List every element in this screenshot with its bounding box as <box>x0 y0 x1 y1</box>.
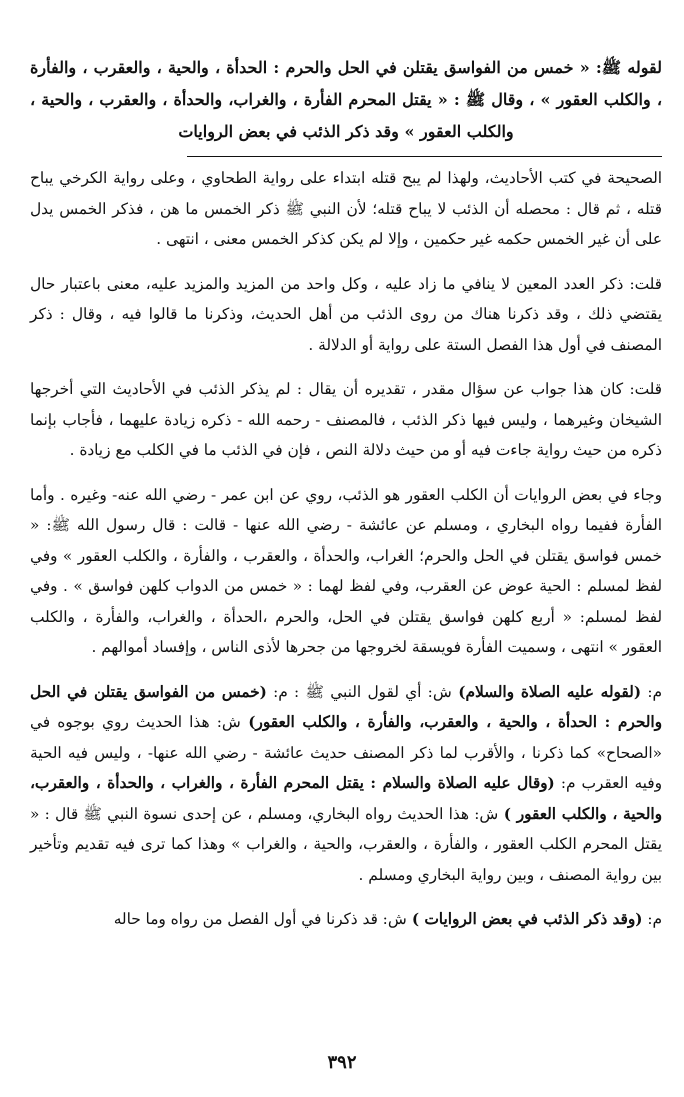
commentary-text: ش: هذا الحديث روي بوجوه في «الصحاح» كما ذكرنا ، والأقرب لما ذكر المصنف حديث عائشة - رضي الله عنها- ، وليس فيه الحية وفيه العقرب م: <box>30 713 662 792</box>
commentary-text: قلت: كان هذا جواب عن سؤال مقدر ، تقديره أن يقال : لم يذكر الذئب في الأحاديث التي أخرجها الشيخان وغيرهما ، وليس فيها ذكر الذئب ، فالمصنف - رحمه الله - ذكره زيادة عليهما ، فأجاب بإنما ذكره من حيث رواية جاءت فيه أو من حيث دلالة النص ، فإن في الذئب ما في الكلب مع زيادة . <box>30 380 662 459</box>
commentary-text: ش: هذا الحديث رواه البخاري، ومسلم ، عن إحدى نسوة النبي ﷺ قال : « يقتل المحرم الكلب العقور ، والفأرة ، والعقرب، والحية ، والغراب » وهذا كما ترى فيه تقديم وتأخير بين رواية المصنف ، وبين رواية البخاري ومسلم . <box>30 804 662 884</box>
commentary-text: قلت: ذكر العدد المعين لا ينافي ما زاد عليه ، وكل واحد من المزيد والمزيد عليه، معنى باعتبار حال يقتضي ذلك ، وقد ذكرنا هناك من روى الذئب من أهل الحديث، وذكرنا ما قالوا فيه ، وقال : ذكر المصنف في أول هذا الفصل الستة على رواية أو الدلالة . <box>30 274 662 354</box>
matn-quote: (وقال عليه الصلاة والسلام : يقتل المحرم الفأرة ، والغراب ، والحدأة ، والعقرب، والحية ، والكلب العقور ) <box>30 774 662 823</box>
header-divider <box>187 156 662 157</box>
paragraph <box>30 374 662 466</box>
paragraph <box>30 480 662 663</box>
header-text: لقوله ﷺ: « خمس من الفواسق يقتلن في الحل والحرم : الحدأة ، والحية ، والعقرب ، والفأرة ، والكلب العقور » ، وقال ﷺ : « يقتل المحرم الفأرة ، والغراب، والحدأة ، والعقرب ، والحية ، والكلب العقور » وقد ذكر الذئب في بعض الروايات <box>30 58 663 141</box>
paragraph <box>30 677 662 891</box>
matn-quote: (خمس من الفواسق يقتلن في الحل والحرم : الحدأة ، والحية ، والعقرب، والفأرة ، والكلب العقور) <box>30 682 662 731</box>
commentary-text: ش: قد ذكرنا في أول الفصل من رواه وما حاله <box>113 910 407 928</box>
paragraph <box>30 904 662 935</box>
commentary-body <box>30 163 662 935</box>
commentary-text: ش: أي لقول النبي ﷺ : م: <box>266 682 452 701</box>
matn-quote: (لقوله عليه الصلاة والسلام) <box>451 682 642 701</box>
page-number: ٣٩٢ <box>327 1052 357 1073</box>
paragraph <box>30 163 662 255</box>
paragraph <box>30 269 662 361</box>
commentary-text: الصحيحة في كتب الأحاديث، ولهذا لم يبح قتله ابتداء على رواية الطحاوي ، وعلى رواية الكرخي يباح قتله ، ثم قال : محصله أن الذئب لا يباح قتله؛ لأن النبي ﷺ ذكر الخمس ما هن ، فذكر الخمس يدل على أن غير الخمس حكمه غير حكمين ، وإلا لم يكن كذكر الخمس معنى ، انتهى . <box>30 169 662 248</box>
matn-quote: (وقد ذكر الذئب في بعض الروايات ) <box>406 910 643 928</box>
commentary-text: م: <box>642 910 662 928</box>
commentary-text: وجاء في بعض الروايات أن الكلب العقور هو الذئب، روي عن ابن عمر - رضي الله عنه- وغيره . وأما الفأرة ففيما رواه البخاري ، ومسلم عن عائشة - رضي الله عنها - قالت : قال رسول الله ﷺ: « خمس فواسق يقتلن في الحل والحرم؛ الغراب، والحدأة ، والعقرب ، والفأرة ، والكلب العقور » وفي لفظ لمسلم : الحية عوض عن العقرب، وفي لفظ لهما : « خمس من الدواب كلهن فواسق » . وفي لفظ لمسلم: « أربع كلهن فواسق يقتلن في الحل، والحرم ،الحدأة ، والغراب، والفأرة ، والكلب العقور » انتهى ، وسميت الفأرة فويسقة لخروجها من جحرها لأذى الناس ، وإفساد أموالهم . <box>30 485 662 656</box>
commentary-text: م: <box>641 682 662 701</box>
